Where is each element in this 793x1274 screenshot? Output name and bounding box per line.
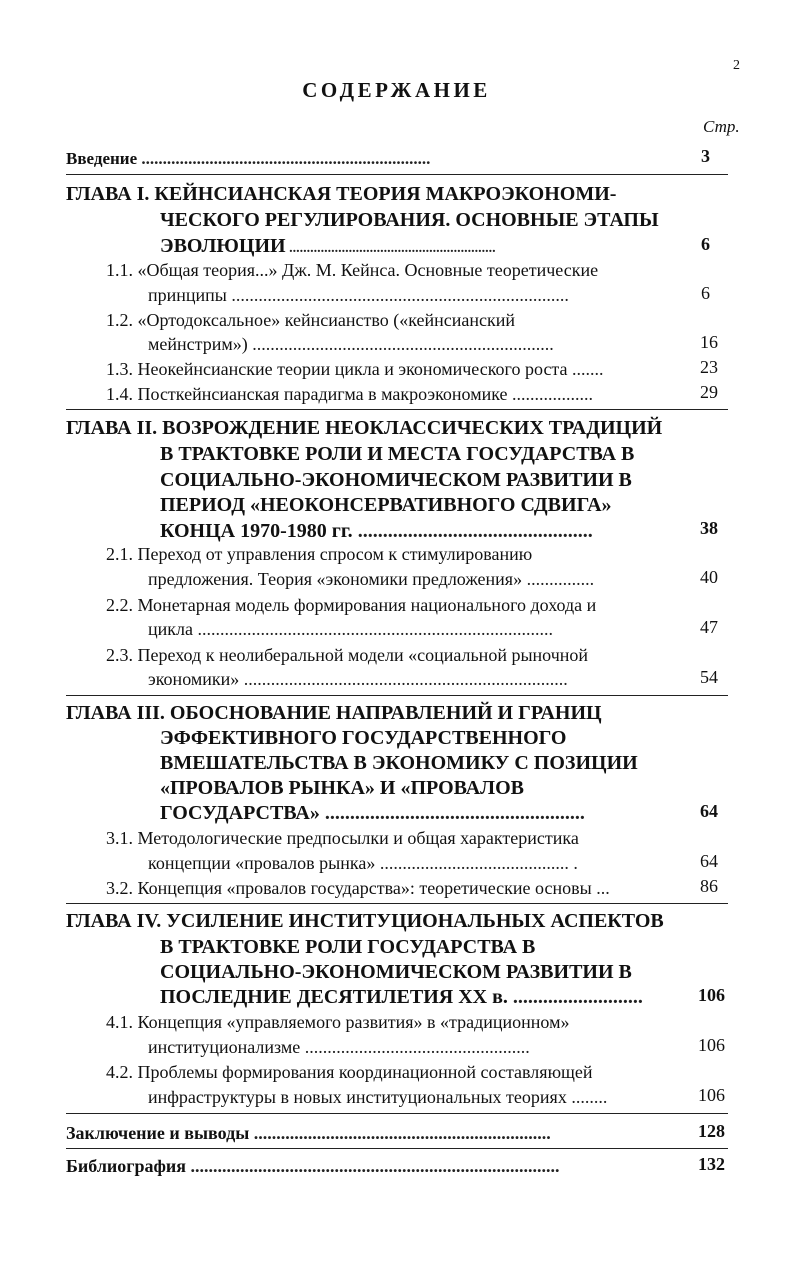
divider — [66, 1148, 728, 1149]
toc-page-ch3: 64 — [700, 801, 718, 821]
chapter-title-line[interactable]: ГЛАВА II. ВОЗРОЖДЕНИЕ НЕОКЛАССИЧЕСКИХ ТРАДИЦИЙ — [66, 417, 663, 439]
chapter-title-text: ПОСЛЕДНИЕ ДЕСЯТИЛЕТИЯ XX в. — [160, 986, 508, 1008]
toc-page-3-2: 86 — [700, 876, 718, 896]
section-2-2-cont[interactable] — [148, 617, 553, 642]
leader-dots: ................................................................... — [247, 334, 554, 354]
leader-dots: ....... — [567, 359, 604, 379]
toc-entry-conclusion[interactable] — [66, 1121, 551, 1146]
divider — [66, 903, 728, 904]
section-text: принципы — [148, 285, 227, 305]
section-text: экономики» — [148, 669, 240, 689]
chapter-title-line[interactable]: В ТРАКТОВКЕ РОЛИ И МЕСТА ГОСУДАРСТВА В — [160, 443, 635, 465]
toc-page-1-4: 29 — [700, 382, 718, 402]
chapter-title-line[interactable]: ГЛАВА IV. УСИЛЕНИЕ ИНСТИТУЦИОНАЛЬНЫХ АСПЕКТОВ — [66, 910, 664, 932]
section-text: мейнстрим») — [148, 334, 248, 354]
leader-dots: ............................................................................... — [192, 619, 553, 639]
toc-entry-bibliography[interactable] — [66, 1154, 560, 1179]
section-text: 1.3. Неокейнсианские теории цикла и экономического роста — [106, 359, 568, 379]
section-4-2-cont[interactable] — [148, 1085, 607, 1110]
section-4-1-cont[interactable] — [148, 1035, 530, 1060]
divider — [66, 409, 728, 410]
chapter-title-line[interactable]: ЧЕСКОГО РЕГУЛИРОВАНИЯ. ОСНОВНЫЕ ЭТАПЫ — [160, 209, 659, 231]
toc-entry-intro[interactable] — [66, 146, 430, 171]
leader-dots: .................................................................................. — [186, 1156, 560, 1176]
section-2-1-cont[interactable] — [148, 567, 594, 592]
section-3-2[interactable] — [106, 876, 610, 901]
chapter-title-line[interactable]: ЭФФЕКТИВНОГО ГОСУДАРСТВЕННОГО — [160, 727, 567, 749]
chapter-title-text: ГОСУДАРСТВА» — [160, 802, 320, 824]
leader-dots: .................................................... — [319, 802, 585, 824]
toc-page-4-1: 106 — [698, 1035, 725, 1055]
chapter-title-line[interactable]: СОЦИАЛЬНО-ЭКОНОМИЧЕСКОМ РАЗВИТИИ В — [160, 961, 632, 983]
section-2-1[interactable]: 2.1. Переход от управления спросом к стимулированию — [106, 544, 533, 564]
toc-page-1-3: 23 — [700, 357, 718, 377]
section-3-1-cont[interactable] — [148, 851, 578, 876]
section-text: 3.2. Концепция «провалов государства»: теоретические основы — [106, 878, 592, 898]
leader-dots: ........................................................................... — [226, 285, 569, 305]
toc-page-3-1: 64 — [700, 851, 718, 871]
toc-page-2-1: 40 — [700, 567, 718, 587]
section-4-2[interactable]: 4.2. Проблемы формирования координационной составляющей — [106, 1062, 593, 1082]
page-number: 2 — [733, 58, 740, 73]
section-text: институционализме — [148, 1037, 301, 1057]
leader-dots: .................................................. — [300, 1037, 530, 1057]
section-2-3[interactable]: 2.3. Переход к неолиберальной модели «социальной рыночной — [106, 645, 589, 665]
chapter-title-line[interactable] — [160, 800, 585, 826]
toc-page-conclusion: 128 — [698, 1121, 725, 1141]
divider — [66, 695, 728, 696]
page-column-label: Стр. — [703, 117, 740, 136]
section-2-3-cont[interactable] — [148, 667, 568, 692]
leader-dots: .......................... — [507, 986, 643, 1008]
toc-page-2-2: 47 — [700, 617, 718, 637]
leader-dots: ........ — [566, 1087, 608, 1107]
section-text: предложения. Теория «экономики предложения» — [148, 569, 523, 589]
chapter-title-line[interactable]: ГЛАВА III. ОБОСНОВАНИЕ НАПРАВЛЕНИЙ И ГРАНИЦ — [66, 702, 602, 724]
leader-dots: .................. — [507, 384, 594, 404]
section-1-1[interactable]: 1.1. «Общая теория...» Дж. М. Кейнса. Основные теоретические — [106, 260, 599, 280]
toc-page-2-3: 54 — [700, 667, 718, 687]
chapter-title-line[interactable]: ВМЕШАТЕЛЬСТВА В ЭКОНОМИКУ С ПОЗИЦИИ — [160, 752, 638, 774]
leader-dots: .................................................................... — [137, 149, 431, 168]
chapter-title-line[interactable]: В ТРАКТОВКЕ РОЛИ ГОСУДАРСТВА В — [160, 936, 536, 958]
leader-dots: ........................................................................ — [239, 669, 568, 689]
chapter-title-line[interactable] — [160, 518, 593, 544]
chapter-title-line[interactable]: СОЦИАЛЬНО-ЭКОНОМИЧЕСКОМ РАЗВИТИИ В — [160, 469, 632, 491]
toc-page-bibliography: 132 — [698, 1154, 725, 1174]
leader-dots: ... — [591, 878, 610, 898]
section-text: 1.4. Посткейнсианская парадигма в макроэкономике — [106, 384, 508, 404]
toc-page-intro: 3 — [701, 146, 710, 166]
section-1-4[interactable] — [106, 382, 593, 407]
section-text: концепции «провалов рынка» — [148, 853, 376, 873]
chapter-title-text: ЭВОЛЮЦИИ — [160, 235, 286, 257]
section-3-1[interactable]: 3.1. Методологические предпосылки и общая характеристика — [106, 828, 579, 848]
toc-page-ch4: 106 — [698, 985, 725, 1005]
section-text: инфраструктуры в новых институциональных теориях — [148, 1087, 567, 1107]
section-1-1-cont[interactable] — [148, 283, 569, 308]
chapter-title-line[interactable] — [160, 984, 643, 1010]
chapter-title-text: КОНЦА 1970-1980 гг. — [160, 520, 353, 542]
section-2-2[interactable]: 2.2. Монетарная модель формирования национального дохода и — [106, 595, 597, 615]
section-1-2[interactable]: 1.2. «Ортодоксальное» кейнсианство («кейнсианский — [106, 310, 516, 330]
toc-page-1-1: 6 — [701, 283, 710, 303]
toc-entry-label: Библиография — [66, 1156, 187, 1176]
toc-page-1-2: 16 — [700, 332, 718, 352]
leader-dots: .................................................................. — [249, 1123, 551, 1143]
section-text: цикла — [148, 619, 193, 639]
chapter-title-line[interactable]: ПЕРИОД «НЕОКОНСЕРВАТИВНОГО СДВИГА» — [160, 494, 612, 516]
section-1-3[interactable] — [106, 357, 604, 382]
toc-page-ch1: 6 — [701, 234, 710, 254]
chapter-title-line[interactable]: ГЛАВА I. КЕЙНСИАНСКАЯ ТЕОРИЯ МАКРОЭКОНОМИ- — [66, 183, 617, 205]
toc-page-4-2: 106 — [698, 1085, 725, 1105]
divider — [66, 174, 728, 175]
divider — [66, 1113, 728, 1114]
leader-dots: ............................................... — [352, 520, 593, 542]
leader-dots: ............... — [522, 569, 595, 589]
toc-entry-label: Введение — [66, 149, 138, 168]
toc-entry-label: Заключение и выводы — [66, 1123, 250, 1143]
chapter-title-line[interactable]: «ПРОВАЛОВ РЫНКА» И «ПРОВАЛОВ — [160, 777, 524, 799]
page-title: СОДЕРЖАНИЕ — [302, 78, 491, 102]
leader-dots: .......................................... . — [375, 853, 578, 873]
section-4-1[interactable]: 4.1. Концепция «управляемого развития» в «традиционном» — [106, 1012, 570, 1032]
toc-page-ch2: 38 — [700, 518, 718, 538]
section-1-2-cont[interactable] — [148, 332, 554, 357]
leader-dots: ........................................................... — [285, 241, 496, 256]
